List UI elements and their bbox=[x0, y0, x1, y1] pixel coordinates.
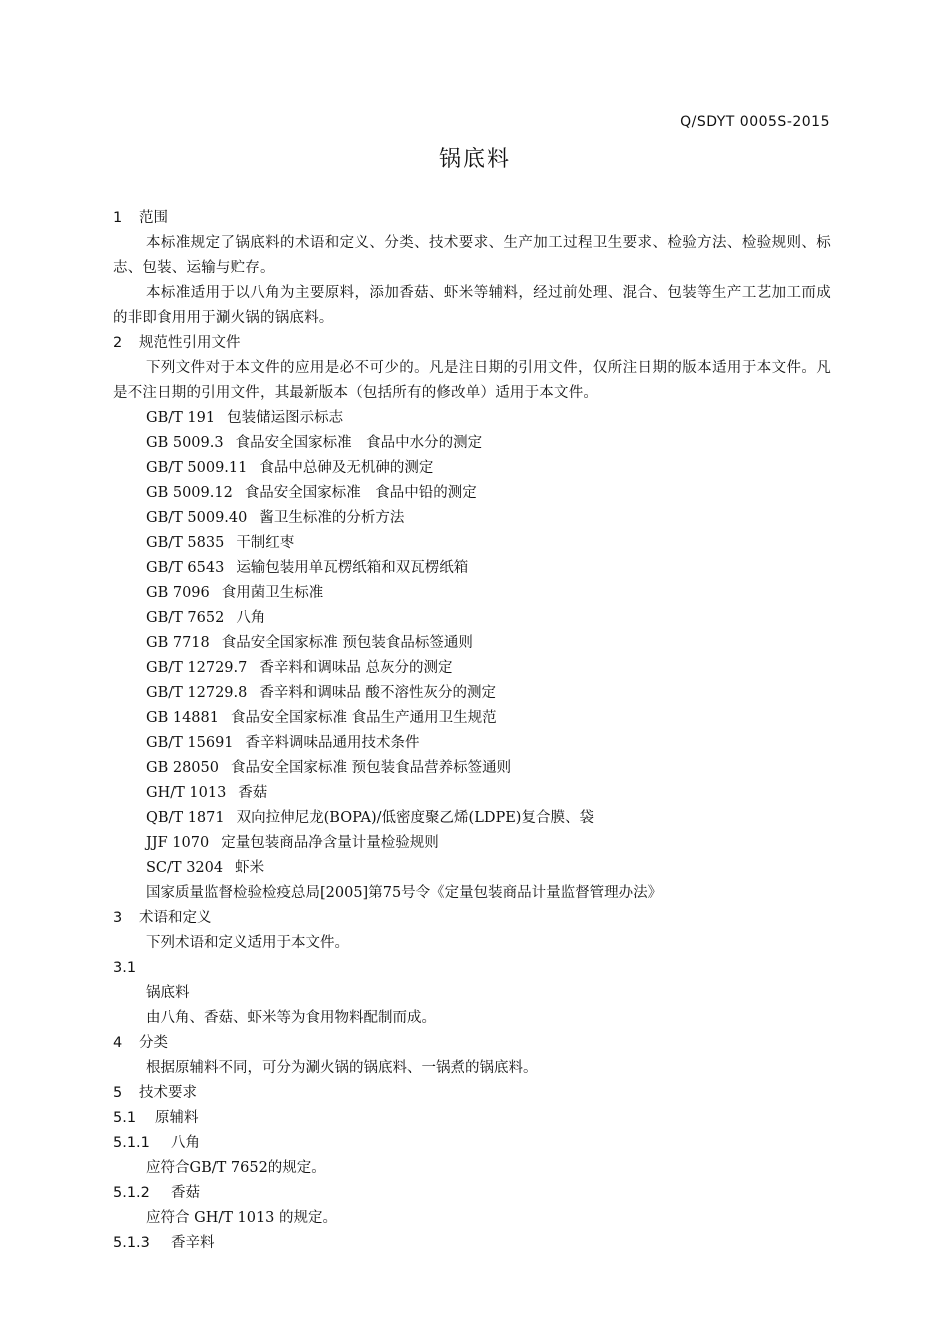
reference-code: GB 7718 bbox=[146, 635, 210, 651]
reference-name: 食品安全国家标准 预包装食品营养标签通则 bbox=[230, 760, 512, 776]
reference-name: 双向拉伸尼龙(BOPA)/低密度聚乙烯(LDPE)复合膜、袋 bbox=[236, 810, 594, 826]
section-1-heading bbox=[113, 206, 831, 231]
reference-name: 香菇 bbox=[238, 785, 268, 801]
reference-item bbox=[113, 606, 831, 631]
reference-item bbox=[113, 681, 831, 706]
subsection-title: 香辛料 bbox=[171, 1235, 215, 1251]
reference-item bbox=[113, 806, 831, 831]
reference-item bbox=[113, 756, 831, 781]
term-name: 锅底料 bbox=[146, 985, 190, 1001]
section-2-heading bbox=[113, 331, 831, 356]
reference-code: GB/T 12729.7 bbox=[146, 660, 248, 676]
reference-item bbox=[113, 456, 831, 481]
section-title: 分类 bbox=[139, 1035, 168, 1051]
reference-code: GB/T 15691 bbox=[146, 735, 234, 751]
section-number: 1 bbox=[113, 210, 123, 226]
section-number: 5 bbox=[113, 1085, 123, 1101]
reference-name: 食品安全国家标准 食品生产通用卫生规范 bbox=[230, 710, 497, 726]
reference-name: 定量包装商品净含量计量检验规则 bbox=[221, 835, 439, 851]
subsection-3-1-heading bbox=[113, 956, 831, 981]
section-title: 技术要求 bbox=[139, 1085, 197, 1101]
reference-code: GB 28050 bbox=[146, 760, 219, 776]
reference-item bbox=[113, 656, 831, 681]
reference-code: GB 7096 bbox=[146, 585, 210, 601]
subsection-5-1-2-text: 应符合 GH/T 1013 的规定。 bbox=[146, 1210, 338, 1226]
reference-name: 食品安全国家标准 预包装食品标签通则 bbox=[221, 635, 473, 651]
subsection-5-1-1-text: 应符合GB/T 7652的规定。 bbox=[146, 1160, 326, 1176]
terms-intro: 下列术语和定义适用于本文件。 bbox=[146, 935, 349, 951]
section-5-heading bbox=[113, 1081, 831, 1106]
reference-item bbox=[113, 406, 831, 431]
section-number: 2 bbox=[113, 335, 123, 351]
scope-paragraph-1: 本标准规定了锅底料的术语和定义、分类、技术要求、生产加工过程卫生要求、检验方法、检验规则、标志、包装、运输与贮存。 bbox=[113, 235, 831, 276]
reference-item bbox=[113, 506, 831, 531]
reference-item bbox=[113, 706, 831, 731]
subsection-5-1-1-heading bbox=[113, 1131, 831, 1156]
classification-text: 根据原辅料不同，可分为涮火锅的锅底料、一锅煮的锅底料。 bbox=[146, 1060, 538, 1076]
document-body bbox=[113, 206, 831, 1256]
scope-paragraph-2: 本标准适用于以八角为主要原料，添加香菇、虾米等辅料，经过前处理、混合、包装等生产工艺加工而成的非即食用用于涮火锅的锅底料。 bbox=[113, 285, 831, 326]
section-title: 规范性引用文件 bbox=[139, 335, 241, 351]
section-number: 3 bbox=[113, 910, 123, 926]
reference-name: 酱卫生标准的分析方法 bbox=[259, 510, 405, 526]
reference-item bbox=[113, 631, 831, 656]
reference-item bbox=[113, 731, 831, 756]
reference-item bbox=[113, 531, 831, 556]
reference-code: GB/T 5009.11 bbox=[146, 460, 248, 476]
reference-item bbox=[113, 781, 831, 806]
reference-code: GB/T 12729.8 bbox=[146, 685, 248, 701]
subsection-title: 八角 bbox=[171, 1135, 200, 1151]
section-3-heading bbox=[113, 906, 831, 931]
reference-name: 香辛料调味品通用技术条件 bbox=[245, 735, 420, 751]
reference-name: 食品中总砷及无机砷的测定 bbox=[259, 460, 434, 476]
reference-name: 香辛料和调味品 酸不溶性灰分的测定 bbox=[259, 685, 496, 701]
reference-code: GH/T 1013 bbox=[146, 785, 227, 801]
reference-code: GB 14881 bbox=[146, 710, 219, 726]
reference-name: 香辛料和调味品 总灰分的测定 bbox=[259, 660, 453, 676]
reference-name: 食品安全国家标准 食品中铅的测定 bbox=[244, 485, 477, 501]
subsection-title: 原辅料 bbox=[155, 1110, 199, 1126]
subsection-5-1-2-heading bbox=[113, 1181, 831, 1206]
reference-name: 包装储运图示标志 bbox=[227, 410, 344, 426]
reference-name: 干制红枣 bbox=[236, 535, 295, 551]
reference-name: 虾米 bbox=[235, 860, 265, 876]
reference-item bbox=[113, 556, 831, 581]
section-4-heading bbox=[113, 1031, 831, 1056]
reference-code: GB/T 191 bbox=[146, 410, 216, 426]
reference-code: GB/T 5835 bbox=[146, 535, 225, 551]
subsection-number: 5.1 bbox=[113, 1110, 137, 1126]
reference-name: 食品安全国家标准 食品中水分的测定 bbox=[235, 435, 483, 451]
reference-code: GB/T 5009.40 bbox=[146, 510, 248, 526]
section-number: 4 bbox=[113, 1035, 123, 1051]
subsection-number: 5.1.1 bbox=[113, 1135, 150, 1151]
subsection-title: 香菇 bbox=[171, 1185, 200, 1201]
subsection-number: 3.1 bbox=[113, 960, 137, 976]
reference-code: JJF 1070 bbox=[146, 835, 210, 851]
reference-code: GB/T 6543 bbox=[146, 560, 225, 576]
reference-code: QB/T 1871 bbox=[146, 810, 225, 826]
subsection-5-1-3-heading bbox=[113, 1231, 831, 1256]
subsection-number: 5.1.2 bbox=[113, 1185, 150, 1201]
standard-code: Q/SDYT 0005S-2015 bbox=[680, 114, 830, 130]
reference-name: 八角 bbox=[236, 610, 266, 626]
reference-code: GB/T 7652 bbox=[146, 610, 225, 626]
reference-item bbox=[113, 481, 831, 506]
reference-name: 食用菌卫生标准 bbox=[221, 585, 324, 601]
decree-reference: 国家质量监督检验检疫总局[2005]第75号令《定量包装商品计量监督管理办法》 bbox=[146, 885, 663, 901]
section-title: 范围 bbox=[139, 210, 168, 226]
references-intro: 下列文件对于本文件的应用是必不可少的。凡是注日期的引用文件，仅所注日期的版本适用于本文件。凡是不注日期的引用文件，其最新版本（包括所有的修改单）适用于本文件。 bbox=[113, 360, 831, 401]
reference-code: GB 5009.3 bbox=[146, 435, 224, 451]
subsection-number: 5.1.3 bbox=[113, 1235, 150, 1251]
term-definition: 由八角、香菇、虾米等为食用物料配制而成。 bbox=[146, 1010, 436, 1026]
document-title: 锅底料 bbox=[438, 147, 511, 172]
reference-item bbox=[113, 581, 831, 606]
section-title: 术语和定义 bbox=[139, 910, 212, 926]
reference-item bbox=[113, 831, 831, 856]
reference-name: 运输包装用单瓦楞纸箱和双瓦楞纸箱 bbox=[236, 560, 469, 576]
reference-item bbox=[113, 856, 831, 881]
reference-item bbox=[113, 431, 831, 456]
reference-code: GB 5009.12 bbox=[146, 485, 233, 501]
subsection-5-1-heading bbox=[113, 1106, 831, 1131]
reference-code: SC/T 3204 bbox=[146, 860, 224, 876]
